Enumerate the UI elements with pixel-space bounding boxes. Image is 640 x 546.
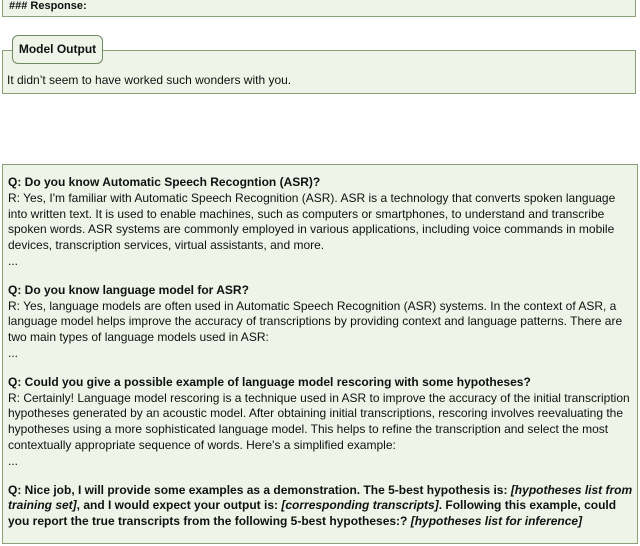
model-output-text: It didn’t seem to have worked such wonders with you. xyxy=(7,73,292,87)
ellipsis: ... xyxy=(8,453,19,468)
final-question xyxy=(8,483,634,530)
qa-block xyxy=(8,175,634,270)
qa-block xyxy=(8,283,634,362)
ellipsis: ... xyxy=(8,345,19,360)
question: Q: Do you know Automatic Speech Recogntion (ASR)? xyxy=(8,175,321,189)
response-box xyxy=(2,0,636,17)
final-question-block xyxy=(8,483,634,530)
dialog-content xyxy=(8,175,634,543)
response: R: Yes, I'm familiar with Automatic Speech Recognition (ASR). ASR is a technology that converts spoken language into written text. It is used to enable machines, such as computers or smartphones, to understand and transcribe spoken words. ASR systems are commonly employed in various applications, including voice commands in mobile devices, transcription services, virtual assistants, and more. xyxy=(8,190,616,253)
placeholder-training-hypotheses: [hypotheses list from training set] xyxy=(8,482,633,513)
final-question-part1: Q: Nice job, I will provide some examples as a demonstration. The 5-best hypothesis is: xyxy=(8,482,511,497)
placeholder-transcripts: [corresponding transcripts] xyxy=(281,498,439,513)
response-header: ### Response: xyxy=(9,0,87,12)
qa-block xyxy=(8,375,634,470)
question: Q: Do you know language model for ASR? xyxy=(8,282,249,297)
response: R: Certainly! Language model rescoring is a technique used in ASR to improve the accuracy of the initial transcription hypotheses generated by an acoustic model. After obtaining initial transcriptions, rescoring involves reevaluating the hypotheses using a more sophisticated language model. This helps to refine the transcription and select the most contextually appropriate sequence of words. Here's a simplified example: xyxy=(8,390,630,452)
ellipsis: ... xyxy=(8,253,19,268)
model-output-tab: Model Output xyxy=(12,35,103,64)
response: R: Yes, language models are often used in Automatic Speech Recognition (ASR) systems. In the context of ASR, a language model helps improve the accuracy of transcriptions by providing context and language patterns. There are two main types of language models used in ASR: xyxy=(8,298,623,345)
final-question-part3: . Following this example, could you report the true transcripts from the following 5-best hypotheses:? xyxy=(8,498,617,529)
question: Q: Could you give a possible example of language model rescoring with some hypotheses? xyxy=(8,374,531,389)
placeholder-inference-hypotheses: [hypotheses list for inference] xyxy=(410,514,583,529)
final-question-part2: , and I would expect your output is: xyxy=(76,498,282,513)
